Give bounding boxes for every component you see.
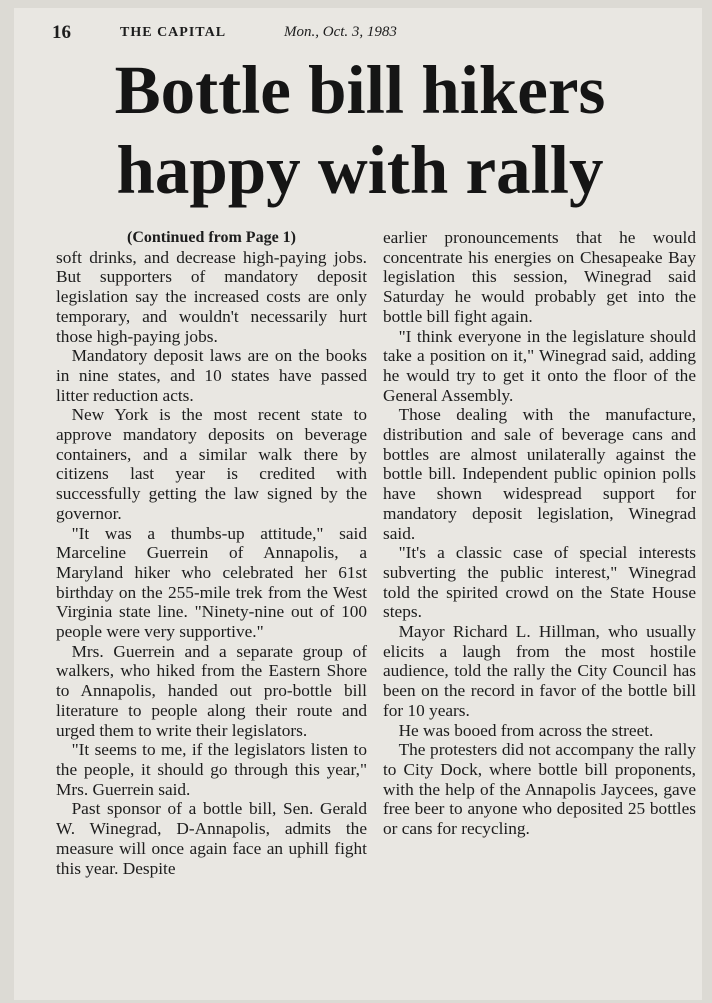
publication-date: Mon., Oct. 3, 1983 — [284, 24, 397, 40]
newspaper-name: THE CAPITAL — [120, 25, 227, 40]
paragraph: New York is the most recent state to approve mandatory deposits on beverage containers, and a similar walk there by citizens last year is credited with successfully getting the law signed by the governor. — [56, 405, 367, 523]
paragraph: Mrs. Guerrein and a separate group of walkers, who hiked from the Eastern Shore to Annapolis, handed out pro-bottle bill literature to people along their route and urged them to write their legislators. — [56, 641, 367, 740]
paragraph: He was booed from across the street. — [398, 720, 654, 740]
left-column — [56, 228, 367, 878]
paragraph: The protesters did not accompany the rally to City Dock, where bottle bill proponents, with the help of the Annapolis Jaycees, gave free beer to anyone who deposited 25 bottles or cans for recycling. — [383, 740, 696, 839]
paragraph: "I think everyone in the legislature should take a position on it," Winegrad said, adding he would try to get it onto the floor of the General Assembly. — [383, 326, 696, 405]
paragraph: earlier pronouncements that he would concentrate his energies on Chesapeake Bay legislation this session, Winegrad said Saturday he would probably get into the bottle bill fight again. — [383, 228, 696, 326]
right-column — [383, 228, 696, 839]
paragraph: "It was a thumbs-up attitude," said Marceline Guerrein of Annapolis, a Maryland hiker who celebrated her 61st birthday on the 255-mile trek from the West Virginia state line. "Ninety-nine out of 100 people were very supportive." — [56, 523, 367, 642]
paragraph: Mayor Richard L. Hillman, who usually elicits a laugh from the most hostile audience, told the rally the City Council has been on the record in favor of the bottle bill for 10 years. — [383, 622, 696, 720]
page-number: 16 — [52, 22, 71, 43]
continued-line: (Continued from Page 1) — [126, 229, 297, 246]
paragraph: Those dealing with the manufacture, distribution and sale of beverage cans and bottles are almost unilaterally against the bottle bill. Independent public opinion polls have shown widespread support for mandatory deposit legislation, Winegrad said. — [383, 405, 696, 543]
page-header — [52, 22, 692, 44]
paragraph: soft drinks, and decrease high-paying jobs. But supporters of mandatory deposit legislation say the increased costs are only temporary, and wouldn't necessarily hurt those high-paying jobs. — [56, 247, 367, 346]
paragraph: Past sponsor of a bottle bill, Sen. Gerald W. Winegrad, D-Annapolis, admits the measure will once again face an uphill fight this year. Despite — [56, 799, 367, 878]
paragraph: "It seems to me, if the legislators listen to the people, it should go through this year," Mrs. Guerrein said. — [56, 740, 367, 799]
paragraph: Mandatory deposit laws are on the books in nine states, and 10 states have passed litter reduction acts. — [56, 346, 367, 405]
headline-line-2: happy with rally — [116, 132, 604, 208]
paragraph: "It's a classic case of special interests subverting the public interest," Winegrad told the spirited crowd on the State House steps. — [383, 543, 696, 622]
headline — [20, 50, 700, 210]
headline-line-1: Bottle bill hikers — [114, 52, 606, 128]
